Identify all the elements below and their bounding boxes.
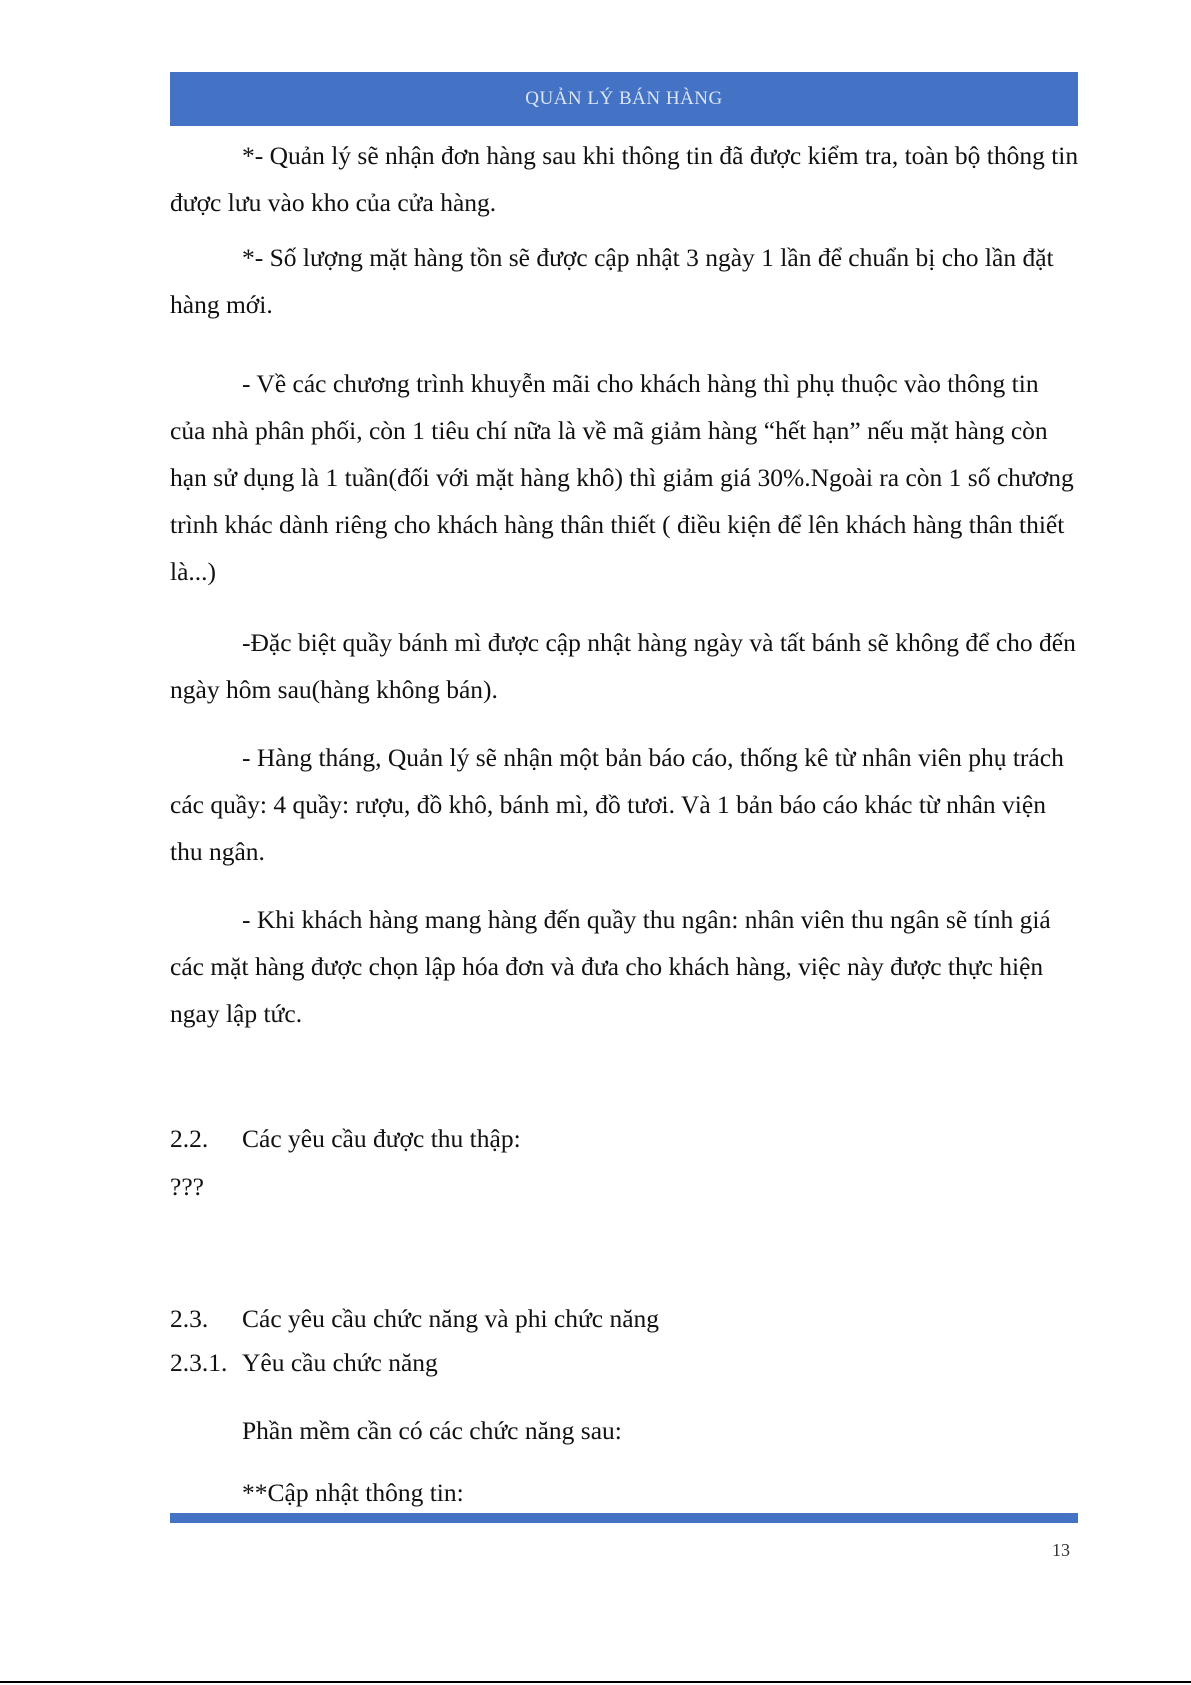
paragraph-5: - Hàng tháng, Quản lý sẽ nhận một bản báo cáo, thống kê từ nhân viên phụ trách các quầy: 4 quầy: rượu, đồ khô, bánh mì, đồ tươi. Và 1 bản báo cáo khác từ nhân viện thu ngân. <box>170 743 1064 866</box>
paragraph-2: *- Số lượng mặt hàng tồn sẽ được cập nhật 3 ngày 1 lần để chuẩn bị cho lần đặt hàng mới. <box>170 243 1054 319</box>
section-number: 2.3.1. <box>170 1348 228 1377</box>
section-title: Các yêu cầu được thu thập: <box>242 1124 521 1153</box>
section-2-2-body: ??? <box>170 1172 204 1201</box>
update-info-heading: **Cập nhật thông tin: <box>242 1478 464 1507</box>
section-2-2-heading <box>170 1122 521 1156</box>
section-2-3-1-heading <box>170 1346 438 1380</box>
bottom-divider <box>0 1681 1191 1683</box>
paragraph-1: *- Quản lý sẽ nhận đơn hàng sau khi thông tin đã được kiểm tra, toàn bộ thông tin được lưu vào kho của cửa hàng. <box>170 141 1079 217</box>
section-2-3-heading <box>170 1302 659 1336</box>
page-header-bar <box>170 72 1078 126</box>
paragraph-3: - Về các chương trình khuyễn mãi cho khách hàng thì phụ thuộc vào thông tin của nhà phân phối, còn 1 tiêu chí nữa là về mã giảm hàng “hết hạn” nếu mặt hàng còn hạn sử dụng là 1 tuần(đối với mặt hàng khô) thì giảm giá 30%.Ngoài ra còn 1 số chương trình khác dành riêng cho khách hàng thân thiết ( điều kiện để lên khách hàng thân thiết là...) <box>170 369 1074 586</box>
paragraph-6: - Khi khách hàng mang hàng đến quầy thu ngân: nhân viên thu ngân sẽ tính giá các mặt hàng được chọn lập hóa đơn và đưa cho khách hàng, việc này được thực hiện ngay lập tức. <box>170 905 1051 1028</box>
section-number: 2.2. <box>170 1124 209 1153</box>
header-title: QUẢN LÝ BÁN HÀNG <box>525 88 723 109</box>
page-footer-bar <box>170 1513 1078 1523</box>
section-number: 2.3. <box>170 1304 209 1333</box>
section-title: Yêu cầu chức năng <box>242 1348 438 1377</box>
paragraph-4: -Đặc biệt quầy bánh mì được cập nhật hàng ngày và tất bánh sẽ không để cho đến ngày hôm sau(hàng không bán). <box>170 628 1076 704</box>
functions-intro: Phần mềm cần có các chức năng sau: <box>242 1416 622 1445</box>
page-number: 13 <box>1052 1540 1070 1560</box>
section-title: Các yêu cầu chức năng và phi chức năng <box>242 1304 660 1333</box>
